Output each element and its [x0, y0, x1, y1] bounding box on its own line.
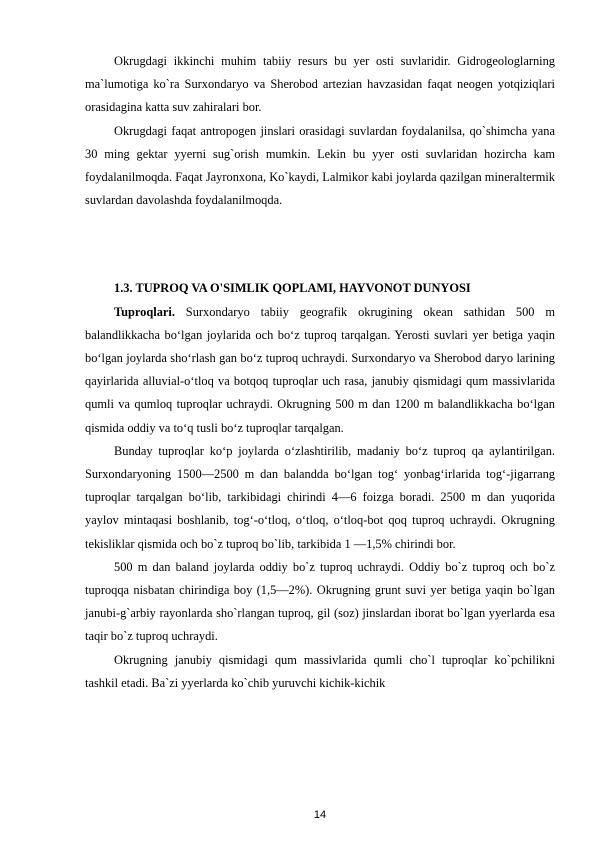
- section-heading: 1.3. TUPROQ VA O'SIMLIK QOPLAMI, HAYVONOT DUNYOSI: [114, 281, 471, 296]
- paragraph-groundwater-usage: Okrugdagi faqat antropogen jinslari orasidagi suvlardan foydalanilsa, qo`shimcha yana 30 ming gektar yyerni sug`orish mumkin. Lekin bu yyer osti suvlaridan hozircha kam foydalanilmoqda. Faqat Jayronxona, Ko`kaydi, Lalmikor kabi joylarda qazilgan mineraltermik suvlardan davolashda foydalanilmoqda.: [85, 123, 555, 208]
- paragraph-mountain-soils: Bunday tuproqlar ko‘p joylarda o‘zlashtirilib, madaniy bo‘z tuproq qa aylantirilgan. Surxondaryoning 1500—2500 m dan balandda bo‘lgan tog‘ yonbag‘irlarida tog‘-jigarrang tuproqlar tarqalgan bo‘lib, tarkibidagi chirindi 4—6 foizga boradi. 2500 m dan yuqorida yaylov mintaqasi boshlanib, tog‘-o‘tloq, o‘tloq, o‘tloq-bot qoq tuproq uchraydi. Okrugning tekisliklar qismida och bo`z tuproq bo`lib, tarkibida 1 —1,5% chirindi bor.: [85, 443, 555, 551]
- paragraph-desert-soils: Okrugning janubiy qismidagi qum massivlarida qumli cho`l tuproqlar ko`pchilikni tashkil etadi. Ba`zi yyerlarda ko`chib yuruvchi kichik-kichik: [85, 652, 555, 690]
- paragraph-grey-soils: 500 m dan baland joylarda oddiy bo`z tuproq uchraydi. Oddiy bo`z tuproq och bo`z tuproqqa nisbatan chirindiga boy (1,5—2%). Okrugning grunt suvi yer betiga yaqin bo`lgan janubi-g`arbiy rayonlarda sho`rlangan tuproq, gil (soz) jinslardan iborat bo`lgan yyerlarda esa taqir bo`z tuproq uchraydi.: [85, 559, 555, 644]
- document-page: [85, 50, 555, 695]
- section-spacer: [85, 212, 555, 265]
- page-number: 14: [313, 809, 327, 821]
- paragraph-soils-intro: [85, 301, 555, 440]
- soils-lead-term: Tuproqlari.: [114, 304, 175, 319]
- soils-intro-text: Surxondaryo tabiiy geografik okrugining okean sathidan 500 m balandlikkacha bo‘lgan joylarida och bo‘z tuproq tarqalgan. Yerosti suvlari yer betiga yaqin bo‘lgan joylarda sho‘rlash gan bo‘z tuproq uchraydi. Surxondaryo va Sherobod daryo larining qayirlarida alluvial-o‘tloq va botqoq tuproqlar uch rasa, janubiy qismidagi qum massivlarida qumli va qumloq tuproqlar uchraydi. Okrugning 500 m dan 1200 m balandlikkacha bo‘lgan qismida oddiy va to‘q tusli bo‘z tuproqlar tarqalgan.: [85, 304, 555, 435]
- paragraph-groundwater-resources: Okrugdagi ikkinchi muhim tabiiy resurs bu yer osti suvlaridir. Gidrogeologlarning ma`lumotiga ko`ra Surxondaryo va Sherobod artezian havzasidan faqat neogen yotqiziqlari orasidagina katta suv zahiralari bor.: [85, 54, 555, 115]
